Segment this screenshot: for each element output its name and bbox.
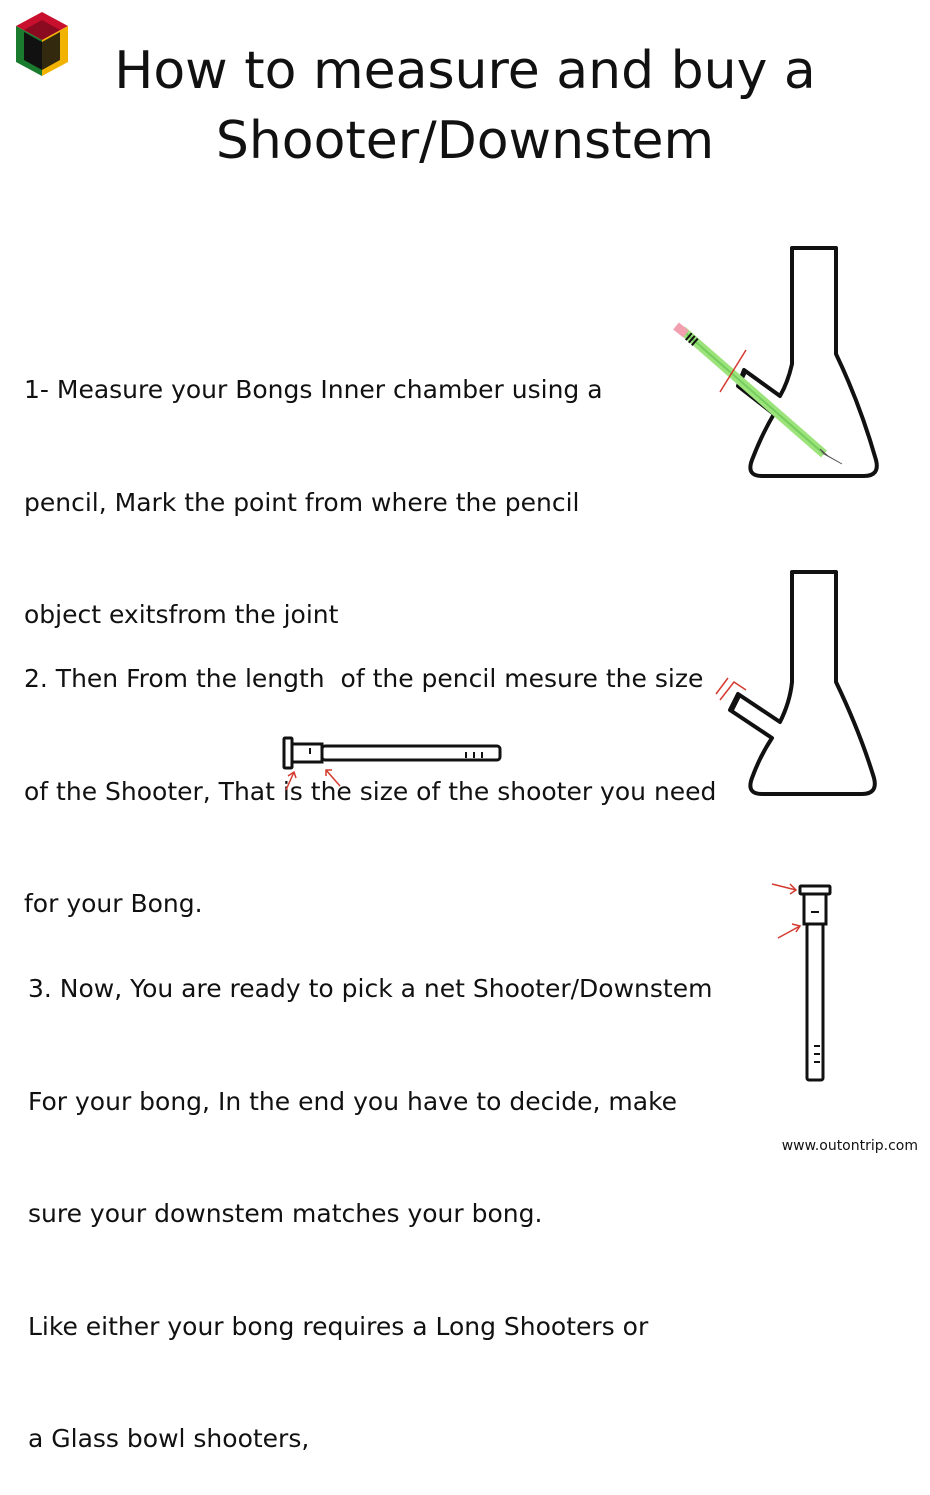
step-2-line-2: of the Shooter, That is the size of the shooter you need [24,776,717,806]
title-line-2: Shooter/Downstem [215,111,715,171]
bong-outline-2 [730,572,875,794]
step-2-line-3: for your Bong. [24,889,203,918]
step-3-line-2: For your bong, In the end you have to decide, make [28,1086,678,1116]
joint-measure-arrow [778,924,800,938]
page-title [0,36,930,176]
step-1-line-3: object exitsfrom the joint [24,600,339,629]
step-1-line-1: 1- Measure your Bongs Inner chamber using a [24,375,603,404]
measure-arrow-left [286,772,296,790]
step-3-line-5: a Glass bowl shooters, [28,1424,310,1453]
step-3-line-3: sure your downstem matches your bong. [28,1199,543,1228]
horizontal-shooter-illustration [276,732,516,802]
step-1-line-2: pencil, Mark the point from where the pencil [24,487,580,517]
step-3-line-4: Like either your bong requires a Long Shooters or [28,1311,649,1341]
title-line-1: How to measure and buy a [114,41,816,101]
top-measure-arrow [772,884,796,894]
vertical-shooter-illustration [770,880,850,1090]
step-3-line-1: 3. Now, You are ready to pick a net Shooter/Downstem [28,974,713,1003]
measure-arrow-right [326,770,340,786]
step-2-line-1: 2. Then From the length of the pencil mesure the size [24,664,704,693]
bong-with-joint-marker-illustration [700,562,900,807]
bong-with-pencil-illustration [700,244,900,484]
footer-url: www.outontrip.com [781,1138,918,1154]
step-3-text [28,895,712,1495]
